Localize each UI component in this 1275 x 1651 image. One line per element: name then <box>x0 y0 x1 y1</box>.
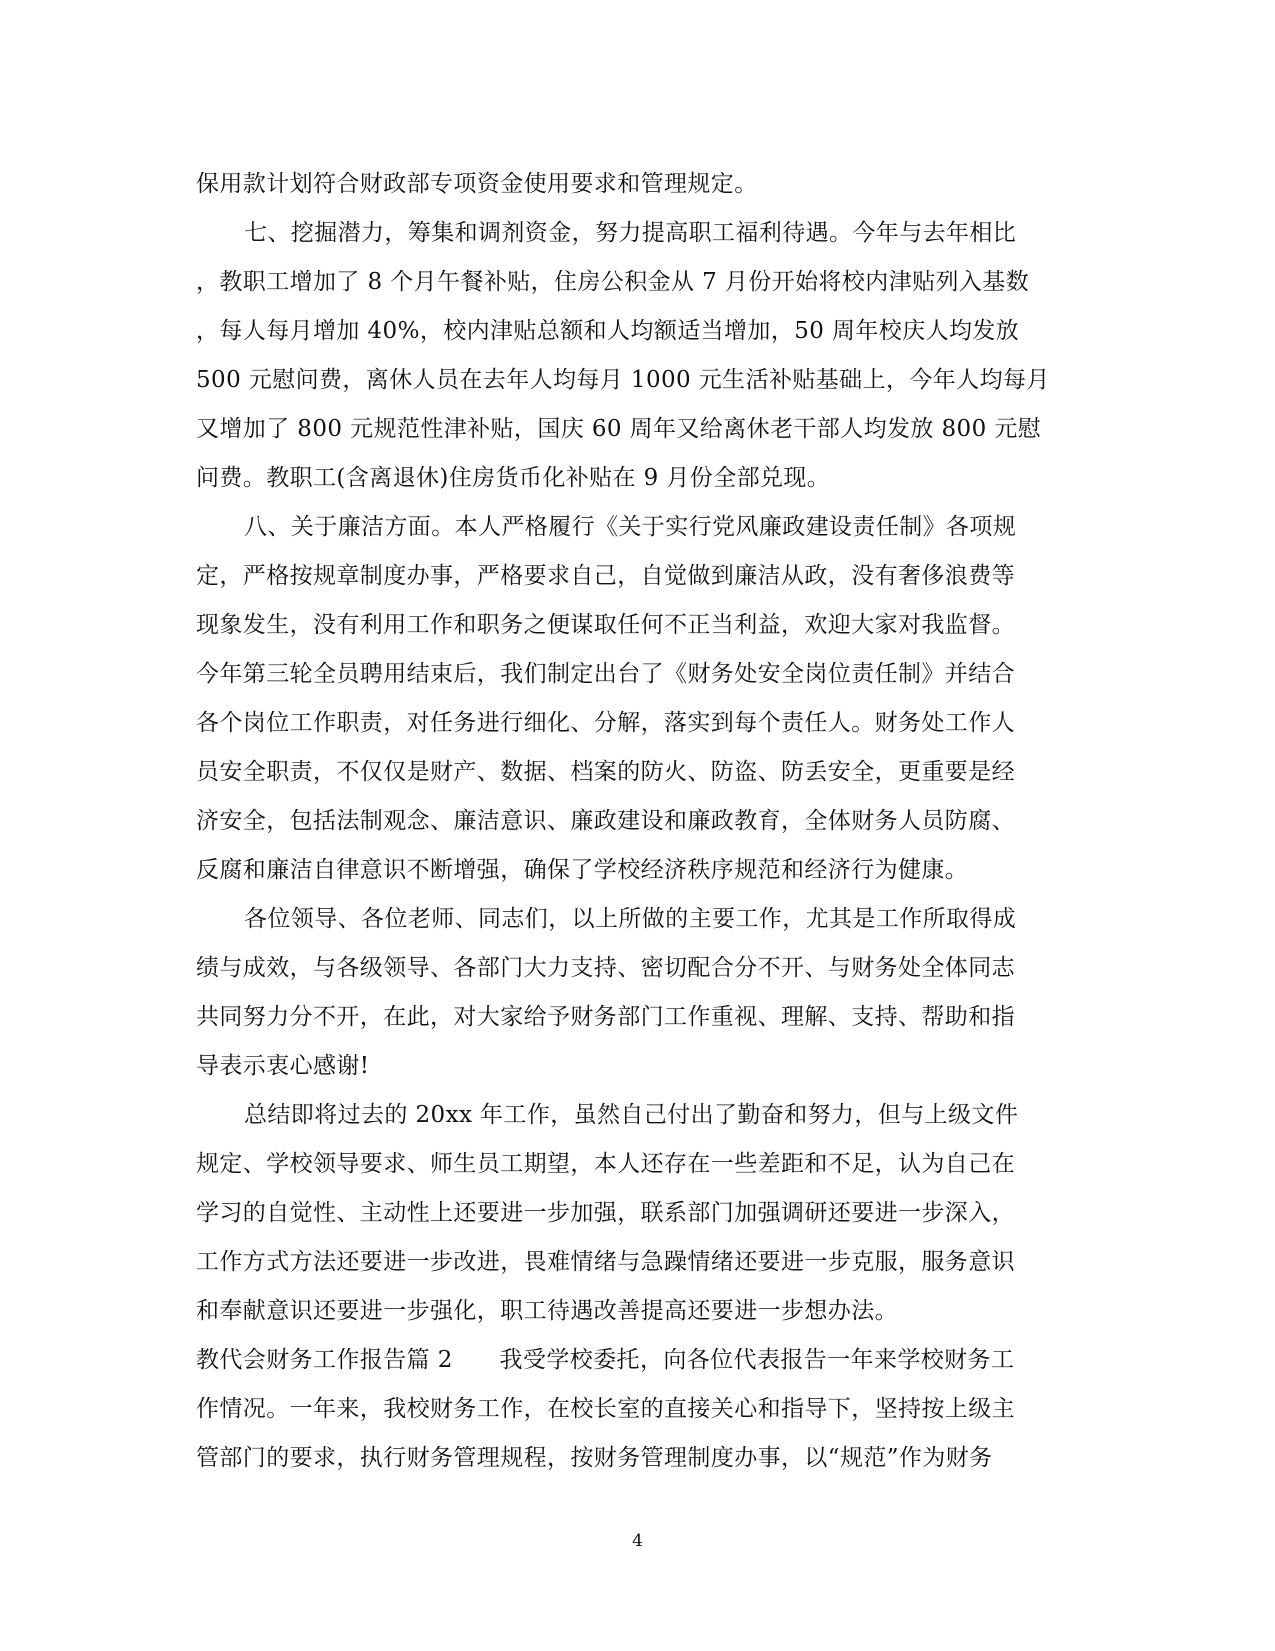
text-line: 规定、学校领导要求、师生员工期望，本人还存在一些差距和不足，认为自己在 <box>196 1151 1015 1177</box>
text-line: 导表示衷心感谢! <box>196 1053 370 1079</box>
text-line: 又增加了 800 元规范性津补贴，国庆 60 周年又给离休老干部人均发放 800 元慰 <box>196 416 1042 442</box>
text-line: 绩与成效，与各级领导、各部门大力支持、密切配合分不开、与财务处全体同志 <box>196 955 1015 981</box>
text-line: 保用款计划符合财政部专项资金使用要求和管理规定。 <box>196 171 758 197</box>
text-line: 500 元慰问费，离休人员在去年人均每月 1000 元生活补贴基础上，今年人均每月 <box>196 367 1050 393</box>
page-number: 4 <box>632 1531 643 1551</box>
text-line: 总结即将过去的 20xx 年工作，虽然自己付出了勤奋和努力，但与上级文件 <box>244 1102 1019 1128</box>
text-line: 七、挖掘潜力，筹集和调剂资金，努力提高职工福利待遇。今年与去年相比 <box>244 220 1017 246</box>
text-line: 反腐和廉洁自律意识不断增强，确保了学校经济秩序规范和经济行为健康。 <box>196 857 969 883</box>
text-line: 定，严格按规章制度办事，严格要求自己，自觉做到廉洁从政，没有奢侈浪费等 <box>196 563 1015 589</box>
text-line: 作情况。一年来，我校财务工作，在校长室的直接关心和指导下，坚持按上级主 <box>196 1396 1015 1422</box>
text-line: 八、关于廉洁方面。本人严格履行《关于实行党风廉政建设责任制》各项规 <box>244 514 1017 540</box>
text-line: ，教职工增加了 8 个月午餐补贴，住房公积金从 7 月份开始将校内津贴列入基数 <box>196 269 1030 295</box>
text-line: 和奉献意识还要进一步强化，职工待遇改善提高还要进一步想办法。 <box>196 1298 898 1324</box>
text-line: 工作方式方法还要进一步改进，畏难情绪与急躁情绪还要进一步克服，服务意识 <box>196 1249 1015 1275</box>
text-line: 员安全职责，不仅仅是财产、数据、档案的防火、防盗、防丢安全，更重要是经 <box>196 759 1015 785</box>
section-heading-line: 教代会财务工作报告篇 2 我受学校委托，向各位代表报告一年来学校财务工 <box>196 1347 1015 1373</box>
text-line: ，每人每月增加 40%，校内津贴总额和人均额适当增加，50 周年校庆人均发放 <box>196 318 1020 344</box>
body-text <box>196 160 1076 1483</box>
text-line: 学习的自觉性、主动性上还要进一步加强，联系部门加强调研还要进一步深入， <box>196 1200 1015 1226</box>
text-line: 共同努力分不开，在此，对大家给予财务部门工作重视、理解、支持、帮助和指 <box>196 1004 1015 1030</box>
text-line: 管部门的要求，执行财务管理规程，按财务管理制度办事，以“规范”作为财务 <box>196 1445 993 1471</box>
text-line: 济安全，包括法制观念、廉洁意识、廉政建设和廉政教育，全体财务人员防腐、 <box>196 808 1015 834</box>
text-line: 今年第三轮全员聘用结束后，我们制定出台了《财务处安全岗位责任制》并结合 <box>196 661 1015 687</box>
text-line: 各位领导、各位老师、同志们，以上所做的主要工作，尤其是工作所取得成 <box>244 906 1017 932</box>
text-line: 问费。教职工(含离退休)住房货币化补贴在 9 月份全部兑现。 <box>196 465 831 491</box>
text-line: 现象发生，没有利用工作和职务之便谋取任何不正当利益，欢迎大家对我监督。 <box>196 612 1015 638</box>
text-line: 各个岗位工作职责，对任务进行细化、分解，落实到每个责任人。财务处工作人 <box>196 710 1015 736</box>
